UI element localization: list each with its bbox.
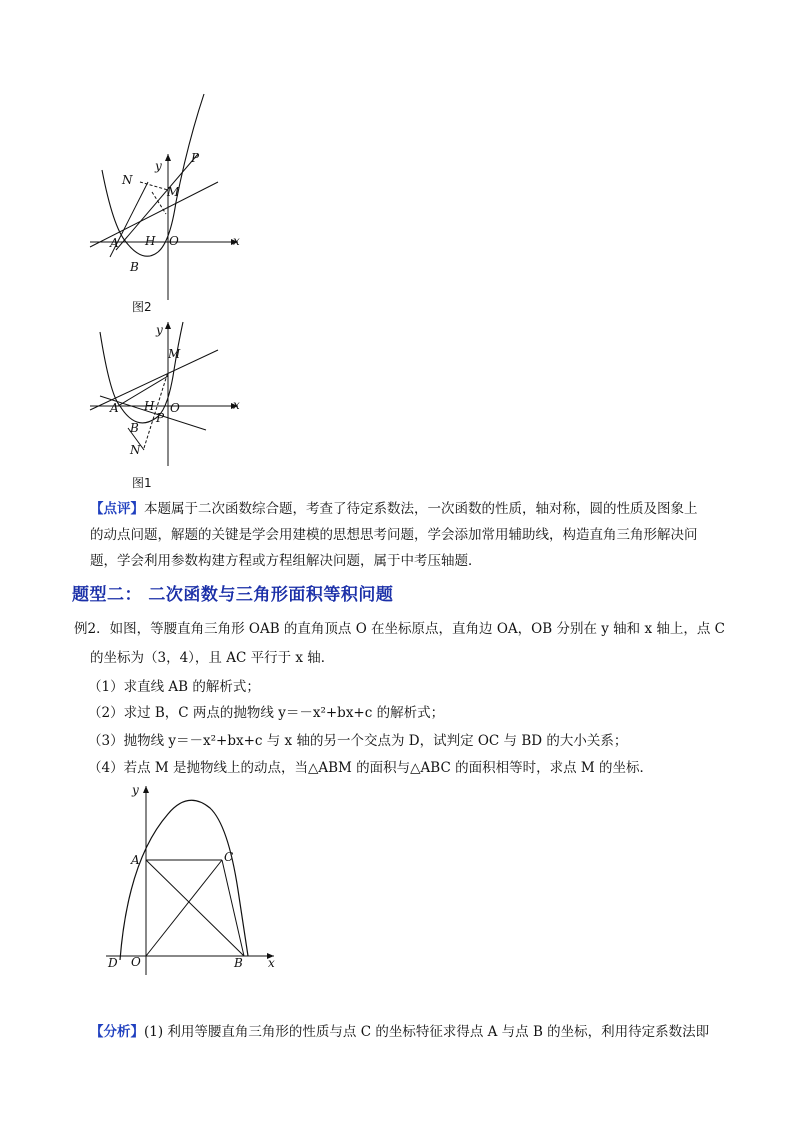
analysis-line-1: 【分析】(1) 利用等腰直角三角形的性质与点 C 的坐标特征求得点 A 与点 B 的坐标，利用待定系数法即 — [90, 1024, 710, 1040]
fig2-label-N: N — [122, 173, 133, 187]
fig2-label-M: M — [167, 185, 180, 199]
question-2: （2）求过 B，C 两点的抛物线 y＝－x²+bx+c 的解析式； — [88, 705, 445, 721]
fig2-label-B: B — [130, 260, 139, 274]
fig1-label-N: N — [130, 443, 141, 457]
example-line-2: 的坐标为（3，4），且 AC 平行于 x 轴． — [90, 650, 335, 666]
section-heading: 题型二： 二次函数与三角形面积等积问题 — [72, 585, 394, 605]
comment-line-2: 的动点问题，解题的关键是学会用建模的思想思考问题，学会添加常用辅助线，构造直角三角形解决问 — [90, 527, 698, 543]
comment-paragraph — [90, 496, 726, 574]
fig3-label-x: x — [268, 956, 275, 970]
example-line-1: 例2．如图，等腰直角三角形 OAB 的直角顶点 O 在坐标原点，直角边 OA，OB 分别在 y 轴和 x 轴上，点 C — [74, 621, 725, 637]
fig1-label-P: P — [156, 411, 165, 425]
figure-1 — [88, 320, 268, 470]
fig2-label-y: y — [155, 159, 162, 173]
fig2-label-H: H — [145, 234, 156, 248]
comment-line-3: 题，学会利用参数构建方程或方程组解决问题，属于中考压轴题． — [90, 553, 482, 569]
fig1-label-A: A — [110, 401, 119, 415]
comment-line-1: 【点评】本题属于二次函数综合题，考查了待定系数法，一次函数的性质，轴对称，圆的性质及图象上 — [90, 501, 698, 517]
fig3-label-A: A — [131, 853, 140, 867]
fig1-label-B: B — [130, 421, 139, 435]
fig2-label-O: O — [169, 234, 179, 248]
fig3-label-B: B — [234, 956, 243, 970]
fig2-label-P: P — [191, 151, 200, 165]
fig3-label-O: O — [131, 955, 141, 969]
fig1-label-H: H — [144, 399, 155, 413]
figure-1-caption: 图1 — [132, 476, 152, 490]
fig3-label-y: y — [132, 783, 139, 797]
figure-1-graph — [88, 320, 268, 470]
fig1-label-x: x — [233, 398, 240, 412]
figure-3 — [98, 780, 288, 976]
figure-3-graph — [98, 780, 288, 976]
question-3: （3）抛物线 y＝－x²+bx+c 与 x 轴的另一个交点为 D，试判定 OC 与 BD 的大小关系； — [88, 733, 628, 749]
comment-tag: 【点评】 — [90, 501, 144, 517]
fig3-label-C: C — [224, 850, 234, 864]
fig1-label-O: O — [170, 401, 180, 415]
fig1-label-M: M — [168, 347, 181, 361]
fig2-label-x: x — [233, 234, 240, 248]
fig1-label-y: y — [156, 323, 163, 337]
question-1: （1）求直线 AB 的解析式； — [88, 679, 260, 695]
figure-2 — [88, 92, 268, 302]
fig2-label-A: A — [110, 236, 119, 250]
fig3-label-D: D — [108, 956, 118, 970]
figure-2-graph — [88, 92, 268, 302]
figure-2-caption: 图2 — [132, 300, 152, 314]
analysis-tag: 【分析】 — [90, 1024, 144, 1040]
question-4: （4）若点 M 是抛物线上的动点，当△ABM 的面积与△ABC 的面积相等时，求点 M 的坐标． — [88, 760, 653, 776]
